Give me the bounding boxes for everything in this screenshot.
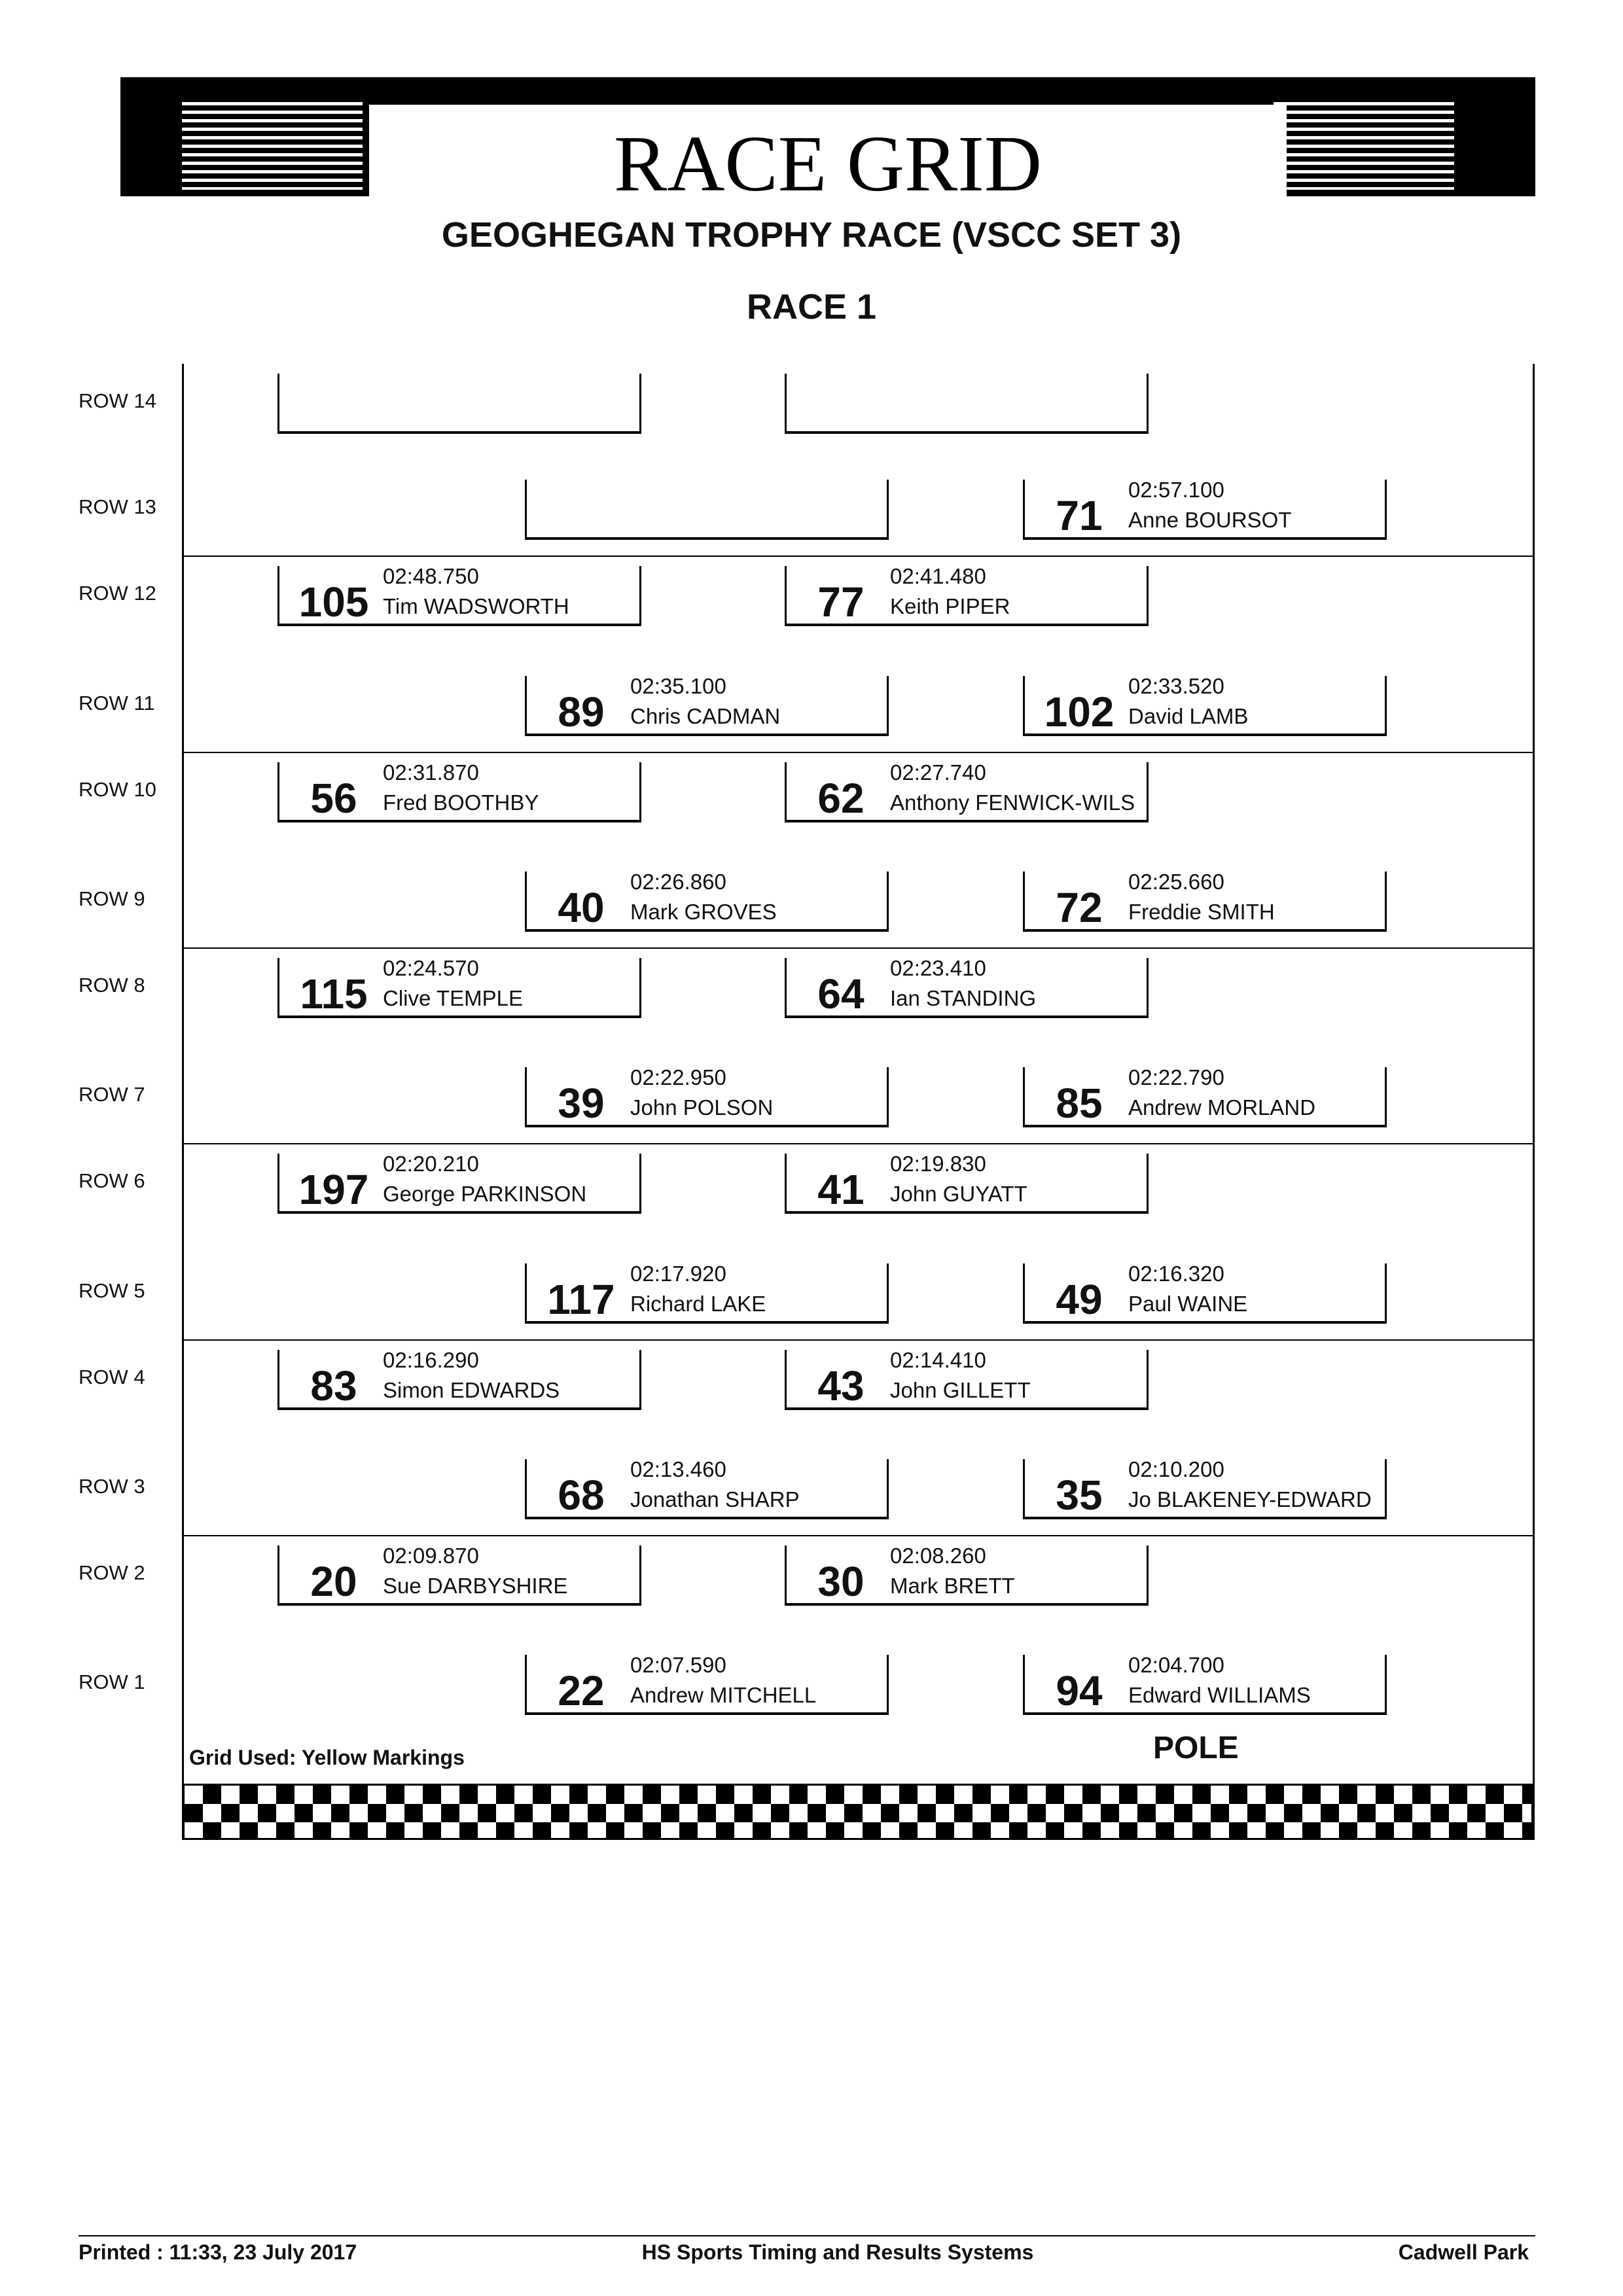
car-number: 40 (558, 884, 605, 931)
grid-slot (277, 958, 641, 1018)
lap-time: 02:22.950 (630, 1065, 726, 1089)
grid-slot (785, 762, 1149, 822)
banner-title-panel (369, 105, 1287, 208)
banner-stripes-right (1274, 102, 1454, 190)
driver-name: Tim WADSWORTH (383, 594, 569, 618)
pole-label: POLE (1153, 1731, 1239, 1765)
car-number: 20 (310, 1558, 357, 1605)
grid-slot (785, 1350, 1149, 1410)
driver-name: Jonathan SHARP (630, 1487, 800, 1511)
lap-time: 02:31.870 (383, 760, 479, 785)
driver-name: John GILLETT (890, 1378, 1031, 1402)
lap-time: 02:24.570 (383, 956, 479, 980)
lap-time: 02:19.830 (890, 1152, 986, 1176)
lap-time: 02:22.790 (1128, 1065, 1224, 1089)
event-title: GEOGHEGAN TROPHY RACE (VSCC SET 3) (441, 215, 1182, 255)
driver-name: David LAMB (1128, 704, 1249, 728)
grid-row-separator (183, 947, 1533, 949)
driver-name: Ian STANDING (890, 986, 1037, 1010)
driver-name: George PARKINSON (383, 1182, 587, 1206)
grid-slot (785, 374, 1149, 434)
grid-slot (1023, 1459, 1387, 1519)
lap-time: 02:08.260 (890, 1544, 986, 1568)
banner-stripes-left (182, 102, 363, 190)
car-number: 30 (817, 1558, 865, 1605)
car-number: 89 (558, 688, 605, 735)
grid-slot (525, 1263, 889, 1324)
grid-slot (785, 566, 1149, 626)
row-label: ROW 1 (79, 1670, 145, 1693)
car-number: 94 (1056, 1667, 1103, 1714)
driver-name: Paul WAINE (1128, 1292, 1248, 1316)
footer-printed: Printed : 11:33, 23 July 2017 (79, 2240, 357, 2264)
driver-name: Freddie SMITH (1128, 900, 1275, 924)
driver-name: Jo BLAKENEY-EDWARD (1128, 1487, 1372, 1511)
grid-slot (277, 1350, 641, 1410)
lap-time: 02:16.290 (383, 1348, 479, 1372)
grid-right-border (1533, 364, 1535, 1840)
driver-name: John GUYATT (890, 1182, 1027, 1206)
grid-row-separator (183, 556, 1533, 557)
grid-slot (785, 1545, 1149, 1606)
grid-slot (277, 1154, 641, 1214)
lap-time: 02:33.520 (1128, 674, 1224, 698)
lap-time: 02:57.100 (1128, 478, 1224, 502)
driver-name: Anne BOURSOT (1128, 508, 1292, 532)
car-number: 68 (558, 1472, 605, 1519)
driver-name: Anthony FENWICK-WILS (890, 790, 1135, 815)
grid-left-border (182, 364, 184, 1840)
row-label: ROW 11 (79, 692, 155, 715)
grid-slot (1023, 1655, 1387, 1715)
grid-slot (277, 374, 641, 434)
lap-time: 02:35.100 (630, 674, 726, 698)
grid-slot (525, 480, 889, 540)
row-label: ROW 12 (79, 582, 156, 605)
car-number: 49 (1056, 1276, 1103, 1323)
car-number: 102 (1044, 688, 1115, 735)
driver-name: Fred BOOTHBY (383, 790, 539, 815)
row-label: ROW 4 (79, 1366, 145, 1388)
car-number: 64 (817, 970, 865, 1017)
grid-slot (525, 872, 889, 932)
grid-row-separator (183, 1535, 1533, 1536)
driver-name: Mark GROVES (630, 900, 777, 924)
lap-time: 02:07.590 (630, 1653, 726, 1677)
lap-time: 02:09.870 (383, 1544, 479, 1568)
lap-time: 02:14.410 (890, 1348, 986, 1372)
car-number: 77 (817, 578, 865, 626)
lap-time: 02:25.660 (1128, 870, 1224, 894)
driver-name: John POLSON (630, 1095, 774, 1120)
grid-used-note: Grid Used: Yellow Markings (189, 1746, 465, 1769)
grid-slot (525, 676, 889, 736)
grid-slot (277, 762, 641, 822)
race-title: RACE 1 (746, 287, 877, 327)
car-number: 85 (1056, 1080, 1103, 1127)
driver-name: Simon EDWARDS (383, 1378, 560, 1402)
lap-time: 02:23.410 (890, 956, 986, 980)
driver-name: Andrew MITCHELL (630, 1683, 817, 1707)
lap-time: 02:20.210 (383, 1152, 479, 1176)
car-number: 197 (298, 1166, 369, 1213)
row-label: ROW 5 (79, 1279, 145, 1302)
driver-name: Clive TEMPLE (383, 986, 523, 1010)
driver-name: Mark BRETT (890, 1574, 1015, 1598)
checkered-finish-line (183, 1784, 1533, 1840)
car-number: 115 (300, 970, 368, 1017)
driver-name: Sue DARBYSHIRE (383, 1574, 568, 1598)
driver-name: Richard LAKE (630, 1292, 766, 1316)
grid-slot (785, 1154, 1149, 1214)
grid-slot (1023, 480, 1387, 540)
car-number: 83 (310, 1362, 357, 1409)
row-label: ROW 14 (79, 389, 156, 412)
lap-time: 02:04.700 (1128, 1653, 1224, 1677)
footer-system: HS Sports Timing and Results Systems (641, 2240, 1034, 2264)
grid-slot (1023, 676, 1387, 736)
lap-time: 02:16.320 (1128, 1262, 1224, 1286)
grid-slot (277, 566, 641, 626)
car-number: 43 (817, 1362, 865, 1409)
footer-venue: Cadwell Park (1398, 2240, 1529, 2264)
grid-slot (1023, 1263, 1387, 1324)
lap-time: 02:13.460 (630, 1457, 726, 1481)
row-label: ROW 2 (79, 1561, 145, 1584)
banner-title: RACE GRID (613, 120, 1043, 208)
grid-row-separator (183, 1339, 1533, 1341)
car-number: 105 (298, 578, 369, 626)
grid-row-separator (183, 1143, 1533, 1144)
car-number: 22 (558, 1667, 605, 1714)
row-label: ROW 8 (79, 974, 145, 997)
car-number: 72 (1056, 884, 1103, 931)
grid-slot (277, 1545, 641, 1606)
grid-slot (1023, 872, 1387, 932)
car-number: 39 (558, 1080, 605, 1127)
driver-name: Keith PIPER (890, 594, 1010, 618)
grid-slot (525, 1459, 889, 1519)
grid-slot (785, 958, 1149, 1018)
grid-slot (1023, 1067, 1387, 1127)
driver-name: Andrew MORLAND (1128, 1095, 1316, 1120)
car-number: 62 (817, 775, 865, 822)
lap-time: 02:26.860 (630, 870, 726, 894)
row-label: ROW 10 (79, 778, 156, 801)
row-label: ROW 13 (79, 495, 156, 518)
lap-time: 02:10.200 (1128, 1457, 1224, 1481)
lap-time: 02:41.480 (890, 564, 986, 588)
lap-time: 02:17.920 (630, 1262, 726, 1286)
car-number: 56 (310, 775, 357, 822)
row-label: ROW 7 (79, 1083, 145, 1106)
lap-time: 02:48.750 (383, 564, 479, 588)
row-label: ROW 6 (79, 1169, 145, 1192)
grid-slot (525, 1067, 889, 1127)
footer-divider (79, 2235, 1535, 2236)
car-number: 35 (1056, 1472, 1103, 1519)
grid-row-separator (183, 752, 1533, 753)
car-number: 41 (817, 1166, 865, 1213)
grid-slot (525, 1655, 889, 1715)
row-label: ROW 3 (79, 1475, 145, 1498)
header-banner (120, 77, 1535, 208)
driver-name: Chris CADMAN (630, 704, 781, 728)
car-number: 71 (1056, 492, 1103, 539)
driver-name: Edward WILLIAMS (1128, 1683, 1311, 1707)
lap-time: 02:27.740 (890, 760, 986, 785)
row-label: ROW 9 (79, 887, 145, 910)
car-number: 117 (547, 1276, 615, 1323)
